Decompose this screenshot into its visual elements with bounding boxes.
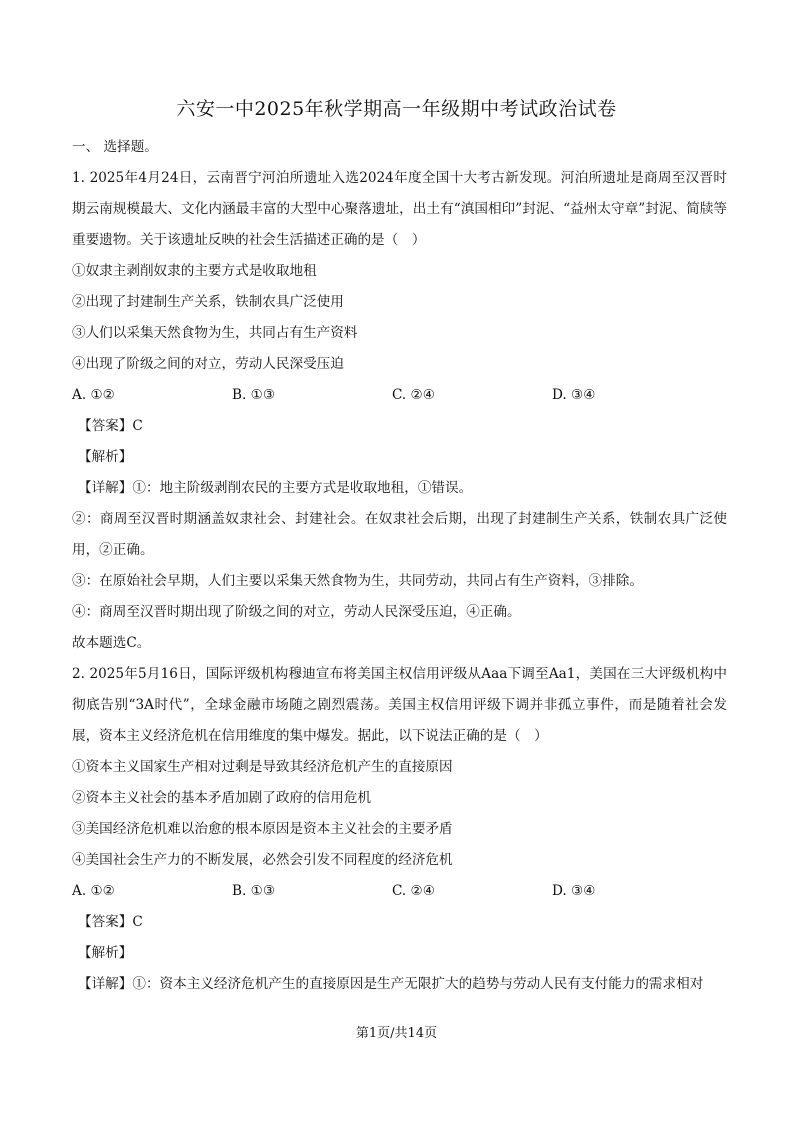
question-2-item: ④美国社会生产力的不断发展，必然会引发不同程度的经济危机: [72, 852, 453, 868]
option-c: C. ②④: [392, 883, 435, 899]
option-d: D. ③④: [552, 883, 596, 899]
option-b: B. ①③: [232, 883, 276, 899]
option-d: D. ③④: [552, 387, 596, 403]
question-1-detail: ③：在原始社会早期，人们主要以采集天然食物为生，共同劳动，共同占有生产资料，③排除。: [72, 573, 643, 589]
question-1-item: ②出现了封建制生产关系，铁制农具广泛使用: [72, 294, 344, 310]
question-1-conclusion: 故本题选C。: [72, 635, 151, 651]
question-1-options: [72, 380, 727, 411]
option-b: B. ①③: [232, 387, 276, 403]
document-content: [72, 132, 727, 1000]
question-1-item: ④出现了阶级之间的对立，劳动人民深受压迫: [72, 356, 344, 372]
question-1-stem: 1. 2025年4月24日，云南晋宁河泊所遗址入选2024年度全国十大考古新发现。河泊所遗址是商周至汉晋时期云南规模最大、文化内涵最丰富的大型中心聚落遗址，出土有“滇国相印”封泥、“益州太守章”封泥、简牍等重要遗物。关于该遗址反映的社会生活描述正确的是（ ）: [72, 170, 727, 248]
question-2-stem: 2. 2025年5月16日，国际评级机构穆迪宣布将美国主权信用评级从Aaa下调至Aa1，美国在三大评级机构中彻底告别“3A时代”，全球金融市场随之剧烈震荡。美国主权信用评级下调并非孤立事件，而是随着社会发展，资本主义经济危机在信用维度的集中爆发。据此，以下说法正确的是（ ）: [72, 666, 727, 744]
option-a: A. ①②: [72, 387, 115, 403]
page-footer: 第1页/共14页: [355, 1026, 438, 1041]
question-2-item: ①资本主义国家生产相对过剩是导致其经济危机产生的直接原因: [72, 759, 453, 775]
question-1-answer: 【答案】C: [78, 418, 143, 434]
question-2-analysis-label: 【解析】: [78, 945, 133, 961]
question-1-item: ①奴隶主剥削奴隶的主要方式是收取地租: [72, 263, 317, 279]
page-title: 六安一中2025年秋学期高一年级期中考试政治试卷: [176, 98, 617, 120]
question-2-options: [72, 876, 727, 907]
question-1-detail: ④：商周至汉晋时期出现了阶级之间的对立，劳动人民深受压迫，④正确。: [72, 604, 521, 620]
section-heading: 一、 选择题。: [72, 139, 158, 155]
question-2-item: ②资本主义社会的基本矛盾加剧了政府的信用危机: [72, 790, 372, 806]
question-2-answer: 【答案】C: [78, 914, 143, 930]
option-c: C. ②④: [392, 387, 435, 403]
question-1-item: ③人们以采集天然食物为生，共同占有生产资料: [72, 325, 358, 341]
question-2-item: ③美国经济危机难以治愈的根本原因是资本主义社会的主要矛盾: [72, 821, 453, 837]
question-1-detail: ②：商周至汉晋时期涵盖奴隶社会、封建社会。在奴隶社会后期，出现了封建制生产关系，铁制农具广泛使用，②正确。: [72, 511, 727, 558]
question-1-analysis-label: 【解析】: [78, 449, 133, 465]
option-a: A. ①②: [72, 883, 115, 899]
question-1-detail: 【详解】①：地主阶级剥削农民的主要方式是收取地租，①错误。: [78, 480, 473, 496]
question-2-detail: 【详解】①：资本主义经济危机产生的直接原因是生产无限扩大的趋势与劳动人民有支付能力的需求相对: [78, 976, 704, 992]
